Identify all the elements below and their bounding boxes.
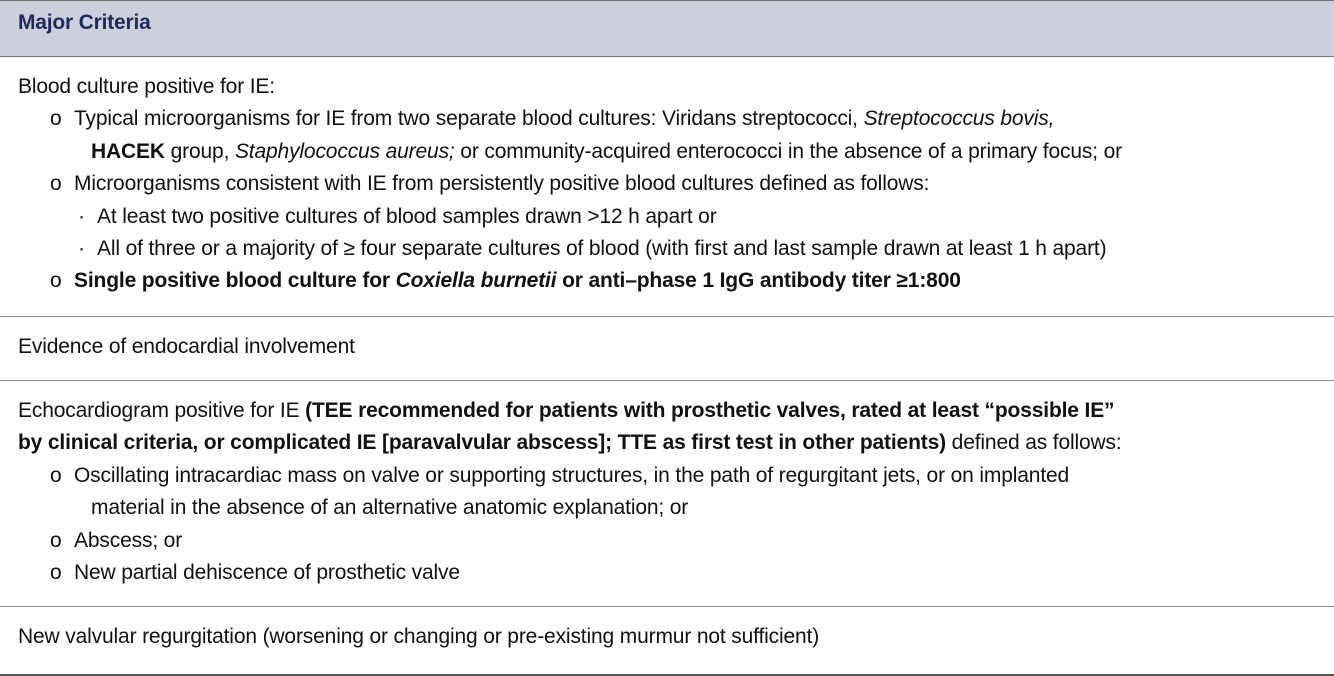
echo-intro-line1 <box>18 395 1316 427</box>
list-item <box>18 103 1316 135</box>
list-text: At least two positive cultures of blood samples drawn >12 h apart or <box>97 204 717 228</box>
header-title: Major Criteria <box>18 11 151 34</box>
echo-intro-line2 <box>18 427 1316 459</box>
echo-intro: defined as follows: <box>945 431 1122 455</box>
bullet-marker: o <box>50 269 62 293</box>
list-text: or community-acquired enterococci in the absence of a primary focus; or <box>454 139 1122 163</box>
blood-culture-heading: Blood culture positive for IE: <box>18 75 275 98</box>
organism-name: Streptococcus bovis, <box>863 107 1055 131</box>
regurgitation-text: New valvular regurgitation (worsening or changing or pre-existing murmur not sufficient) <box>18 625 820 648</box>
list-item <box>18 265 1316 297</box>
bullet-marker: o <box>50 528 62 552</box>
list-item <box>18 525 1316 557</box>
bullet-marker: o <box>50 560 62 584</box>
bullet-marker: o <box>50 107 62 131</box>
list-text: Typical microorganisms for IE from two separate blood cultures: Viridans streptococci, <box>74 107 864 131</box>
list-item-continuation <box>18 136 1316 168</box>
list-text: or anti–phase 1 IgG antibody titer ≥1:800 <box>556 269 961 293</box>
list-text: group, <box>164 139 235 163</box>
list-text: All of three or a majority of ≥ four separate cultures of blood (with first and last sample drawn at least 1 h apart) <box>97 236 1107 260</box>
list-text: Single positive blood culture for <box>74 269 396 293</box>
organism-name: Coxiella burnetii <box>395 269 557 293</box>
table-header <box>0 1 1334 57</box>
sub-bullet-marker: · <box>78 236 85 260</box>
echo-section <box>0 381 1334 607</box>
list-item-continuation: material in the absence of an alternative anatomic explanation; or <box>91 496 689 520</box>
list-text: Microorganisms consistent with IE from persistently positive blood cultures defined as follows: <box>74 172 930 196</box>
sub-list-item <box>18 233 1316 265</box>
organism-group: HACEK <box>91 139 165 163</box>
list-item <box>18 557 1316 589</box>
blood-culture-section <box>0 57 1334 317</box>
organism-name: Staphylococcus aureus; <box>234 139 455 163</box>
list-text: Oscillating intracardiac mass on valve or supporting structures, in the path of regurgitant jets, or on implanted <box>74 463 1070 487</box>
bullet-marker: o <box>50 463 62 487</box>
bullet-marker: o <box>50 172 62 196</box>
echo-intro: Echocardiogram positive for IE <box>18 399 306 422</box>
sub-list-item <box>18 201 1316 233</box>
list-item <box>18 460 1316 492</box>
list-item <box>18 168 1316 200</box>
sub-bullet-marker: · <box>78 204 85 228</box>
endocardial-text: Evidence of endocardial involvement <box>18 335 355 358</box>
list-text: Abscess; or <box>74 528 183 552</box>
list-text: New partial dehiscence of prosthetic valve <box>74 560 460 584</box>
regurgitation-section <box>0 607 1334 673</box>
endocardial-section <box>0 317 1334 381</box>
echo-recommendation: by clinical criteria, or complicated IE [paravalvular abscess]; TTE as first test in other patients) <box>18 431 946 455</box>
echo-recommendation: (TEE recommended for patients with prosthetic valves, rated at least “possible IE” <box>305 399 1115 422</box>
